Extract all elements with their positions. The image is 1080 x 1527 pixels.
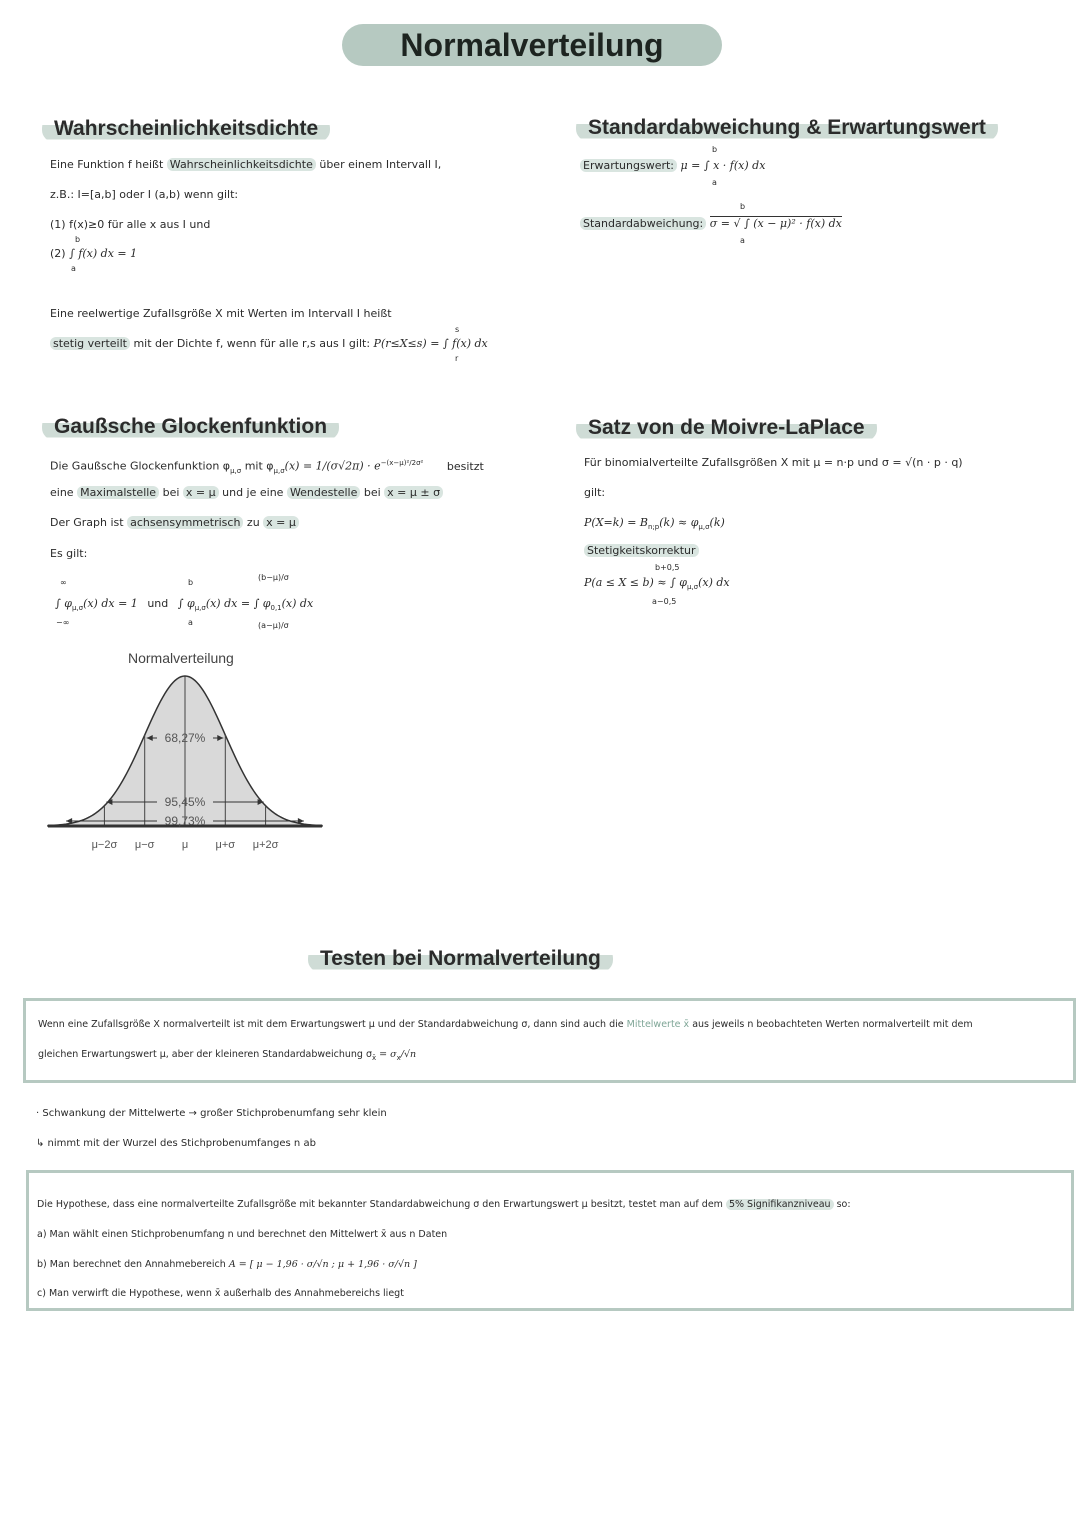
note-2: ↳ nimmt mit der Wurzel des Stichprobenumfanges n ab [36,1138,316,1149]
density-line4-post: mit der Dichte f, wenn für alle r,s aus I gilt: [133,337,371,350]
tick-label: μ+σ [215,839,236,851]
ew-upper: b [712,145,718,154]
box1-formula-end: /√n [400,1049,417,1060]
page-title: Normalverteilung [342,24,722,66]
moivre-line2: gilt: [584,486,606,499]
gauss-line3 [50,515,299,531]
normal-distribution-chart [40,668,340,863]
gauss-sub1: μ,σ [230,466,242,475]
correction-highlight: Stetigkeitskorrektur [584,544,699,557]
cond2-label: (2) [50,247,66,260]
annotation-label: 68,27% [164,731,206,745]
integral2-upper: b [188,578,194,587]
gauss-sub2: μ,σ [273,466,285,475]
gauss-line4: Es gilt: [50,547,88,560]
integral2-rest: (x) dx = [205,597,251,610]
moivre-sub2: μ,σ [698,523,710,532]
moivre-formula-end: (k) [709,516,725,529]
section-title-gauss: Gaußsche Glockenfunktion [42,414,339,440]
integral-and: und [147,597,169,610]
moivre-line1: Für binomialverteilte Zufallsgrößen X mit μ = n·p und σ = √(n · p · q) [584,456,963,469]
gauss-line1-post: besitzt [446,459,484,473]
integral3-lower: (a−μ)/σ [258,621,289,630]
signifikanz-highlight: 5% Signifikanzniveau [726,1199,834,1210]
stetig-highlight: stetig verteilt [50,337,130,350]
ew-line [580,158,765,174]
box2-line1-post: so: [836,1199,851,1210]
line4-upper: s [455,325,460,334]
density-highlight: Wahrscheinlichkeitsdichte [167,158,316,171]
max-x-highlight: x = μ [183,486,219,499]
moivre-line4-rest: (x) dx [698,576,730,589]
sd-label: Standardabweichung: [580,217,706,230]
integral1-sub: μ,σ [71,604,84,613]
box1-line2 [38,1047,416,1066]
moivre-line4 [584,575,730,595]
sd-lower: a [740,236,745,245]
moivre-correction [584,543,699,559]
box1-line1-post: aus jeweils n beobachteten Werten normalverteilt mit dem [692,1019,973,1030]
integral2-sub: μ,σ [194,604,206,613]
tick-label: μ [181,839,189,851]
sd-upper: b [740,202,746,211]
moivre-line4-start: P(a ≤ X ≤ b) ≈ ∫ φ [584,576,687,589]
box2-line1 [37,1197,851,1213]
density-cond1: (1) f(x)≥0 für alle x aus I und [50,218,211,231]
testing-box-1 [23,998,1076,1083]
note-1: · Schwankung der Mittelwerte → großer Stichprobenumfang sehr klein [36,1108,387,1119]
box1-sub2: x [396,1053,401,1062]
integral3-rest: (x) dx [281,597,314,610]
gauss-formula: (x) = 1/(σ√2π) · e [284,459,381,473]
box1-line1-pre: Wenn eine Zufallsgröße X normalverteilt ist mit dem Erwartungswert μ und der Standardabweichung σ, dann sind auch die [38,1019,624,1030]
gauss-line2-pre: eine [50,486,74,499]
gauss-line1-pre: Die Gaußsche Glockenfunktion φ [50,459,231,473]
density-line2: z.B.: I=[a,b] oder I (a,b) wenn gilt: [50,188,239,201]
cond2-lower: a [71,264,76,273]
box1-line2-text: gleichen Erwartungswert μ, aber der kleineren Standardabweichung σ [38,1049,372,1060]
integral1-upper: ∞ [60,578,67,587]
box1-formula: = σ [379,1049,397,1060]
density-line3: Eine reelwertige Zufallsgröße X mit Werten im Intervall I heißt [50,307,392,320]
density-line4-formula: P(r≤X≤s) = ∫ f(x) dx [373,337,488,350]
integral3-upper: (b−μ)/σ [258,573,289,582]
cond2-upper: b [75,235,81,244]
ew-label: Erwartungswert: [580,159,677,172]
box2-b [37,1257,417,1273]
box2-line1-pre: Die Hypothese, dass eine normalverteilte Zufallsgröße mit bekannter Standardabweichung σ den Erwartungswert μ besitzt, testet man auf dem [37,1199,723,1210]
gauss-integrals [55,596,313,616]
symmetry-x-highlight: x = μ [263,516,299,529]
box2-b-formula: A = [ μ − 1,96 · σ/√n ; μ + 1,96 · σ/√n ] [228,1259,417,1270]
tick-label: μ−2σ [91,839,118,851]
section-title-expectation: Standardabweichung & Erwartungswert [576,115,998,141]
annotation-label: 99,73% [164,814,206,828]
gauss-line3-pre: Der Graph ist [50,516,124,529]
line4-lower: r [455,354,459,363]
integral1: ∫ φ [55,597,72,610]
gauss-line3-mid: zu [246,516,260,529]
density-line4 [50,336,488,352]
gauss-line1-mid: mit φ [244,459,274,473]
box2-c: c) Man verwirft die Hypothese, wenn x̄ außerhalb des Annahmebereichs liegt [37,1288,404,1299]
moivre-upper: b+0,5 [655,563,680,572]
testing-box-2 [26,1170,1074,1311]
symmetry-highlight: achsensymmetrisch [127,516,243,529]
moivre-formula-mid: (k) ≈ φ [659,516,699,529]
gauss-line2-mid3: bei [363,486,381,499]
integral3-sub: 0,1 [270,604,282,613]
density-line1-pre: Eine Funktion f heißt [50,158,164,171]
tick-label: μ−σ [134,839,155,851]
moivre-lower: a−0,5 [652,597,677,606]
gauss-line1 [50,455,484,479]
gauss-line2 [50,485,443,501]
density-line1 [50,157,441,173]
density-line1-post: über einem Intervall I, [319,158,442,171]
integral2: ∫ φ [177,597,195,610]
moivre-line3 [584,515,725,535]
wende-x-highlight: x = μ ± σ [384,486,443,499]
density-cond2 [50,246,137,262]
gauss-exponent: −(x−μ)²/2σ² [380,459,424,467]
chart-title: Normalverteilung [128,650,234,666]
mittelwerte-highlight: Mittelwerte x̄ [626,1019,690,1030]
sd-line [580,216,842,232]
integral2-lower: a [188,618,193,627]
integral1-rest: (x) dx = 1 [83,597,138,610]
section-title-density: Wahrscheinlichkeitsdichte [42,116,330,142]
sd-formula: σ = √ ∫ (x − μ)² · f(x) dx [709,217,842,230]
ew-lower: a [712,178,717,187]
section-title-testing: Testen bei Normalverteilung [308,946,613,972]
integral1-lower: −∞ [56,618,70,627]
maximalstelle-highlight: Maximalstelle [77,486,159,499]
gauss-line2-mid1: bei [162,486,180,499]
box1-line1 [38,1017,973,1033]
moivre-line4-sub: μ,σ [686,583,699,592]
box1-sub: x̄ [371,1053,377,1062]
wendestelle-highlight: Wendestelle [287,486,360,499]
moivre-formula-start: P(X=k) = B [584,516,648,529]
ew-formula: μ = ∫ x · f(x) dx [680,159,766,172]
tick-label: μ+2σ [252,839,279,851]
integral3: ∫ φ [253,597,271,610]
box2-b-pre: b) Man berechnet den Annahmebereich [37,1259,226,1270]
box2-a: a) Man wählt einen Stichprobenumfang n und berechnet den Mittelwert x̄ aus n Daten [37,1229,448,1240]
annotation-label: 95,45% [164,795,206,809]
gauss-line2-mid2: und je eine [222,486,284,499]
section-title-moivre: Satz von de Moivre-LaPlace [576,415,877,441]
moivre-sub1: n;p [648,523,660,532]
cond2-formula: ∫ f(x) dx = 1 [69,247,138,260]
